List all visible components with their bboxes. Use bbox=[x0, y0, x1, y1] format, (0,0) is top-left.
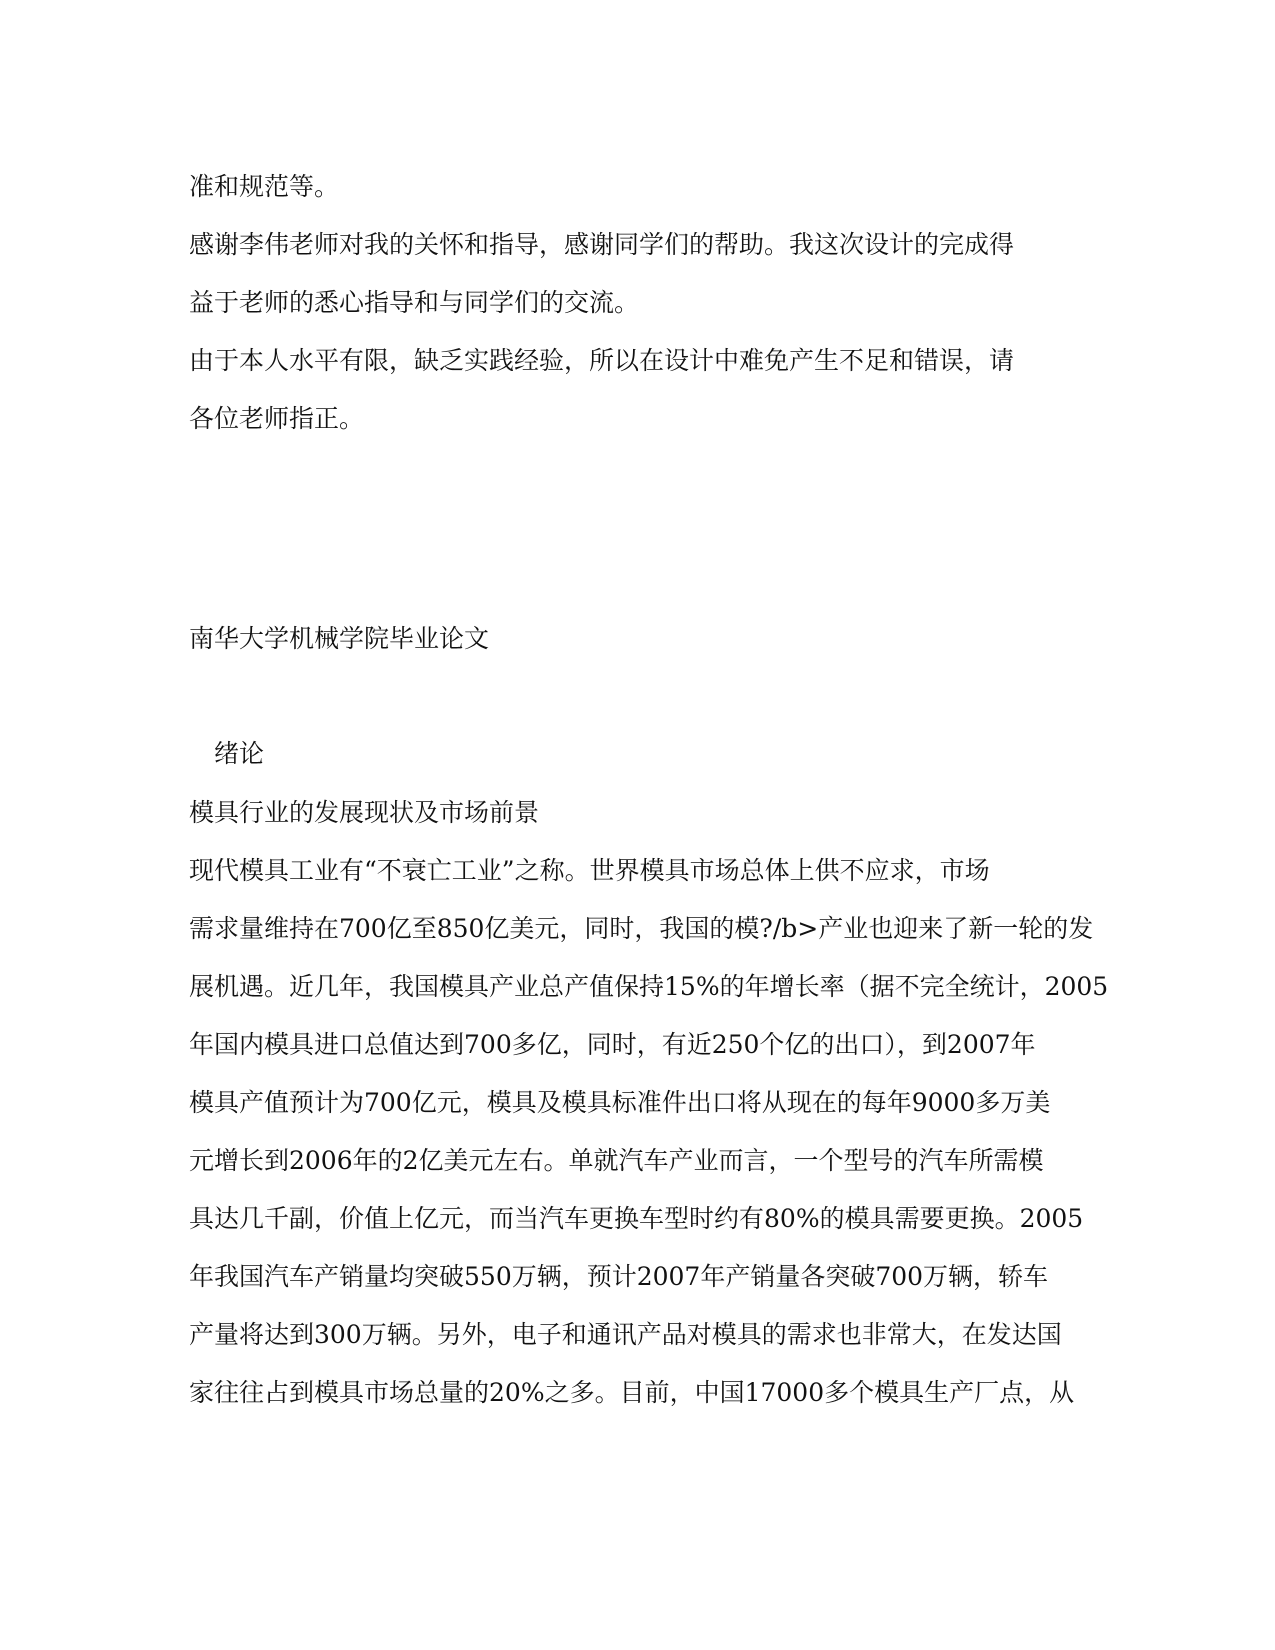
body-line: 年我国汽车产销量均突破550万辆，预计2007年产销量各突破700万辆，轿车 bbox=[189, 1262, 1049, 1291]
chapter-title: 绪论 bbox=[214, 739, 265, 768]
text-line: 由于本人水平有限，缺乏实践经验，所以在设计中难免产生不足和错误，请 bbox=[189, 346, 1015, 375]
body-line: 产量将达到300万辆。另外，电子和通讯产品对模具的需求也非常大，在发达国 bbox=[189, 1320, 1062, 1349]
text-line: 益于老师的悉心指导和与同学们的交流。 bbox=[189, 288, 640, 317]
body-line: 家往往占到模具市场总量的20%之多。目前，中国17000多个模具生产厂点，从 bbox=[189, 1378, 1075, 1407]
text-line: 感谢李伟老师对我的关怀和指导，感谢同学们的帮助。我这次设计的完成得 bbox=[189, 230, 1015, 259]
body-line: 现代模具工业有“不衰亡工业”之称。世界模具市场总体上供不应求，市场 bbox=[189, 856, 990, 885]
body-line: 需求量维持在700亿至850亿美元，同时，我国的模?/b>产业也迎来了新一轮的发 bbox=[189, 914, 1094, 943]
body-line: 展机遇。近几年，我国模具产业总产值保持15%的年增长率（据不完全统计，2005 bbox=[189, 972, 1109, 1001]
body-line: 具达几千副，价值上亿元，而当汽车更换车型时约有80%的模具需要更换。2005 bbox=[189, 1204, 1084, 1233]
running-header: 南华大学机械学院毕业论文 bbox=[189, 624, 490, 653]
text-line: 各位老师指正。 bbox=[189, 404, 365, 433]
section-title: 模具行业的发展现状及市场前景 bbox=[189, 798, 540, 827]
body-line: 年国内模具进口总值达到700多亿，同时，有近250个亿的出口），到2007年 bbox=[189, 1030, 1036, 1059]
body-line: 元增长到2006年的2亿美元左右。单就汽车产业而言，一个型号的汽车所需模 bbox=[189, 1146, 1044, 1175]
body-line: 模具产值预计为700亿元，模具及模具标准件出口将从现在的每年9000多万美 bbox=[189, 1088, 1051, 1117]
text-line: 准和规范等。 bbox=[189, 172, 340, 201]
